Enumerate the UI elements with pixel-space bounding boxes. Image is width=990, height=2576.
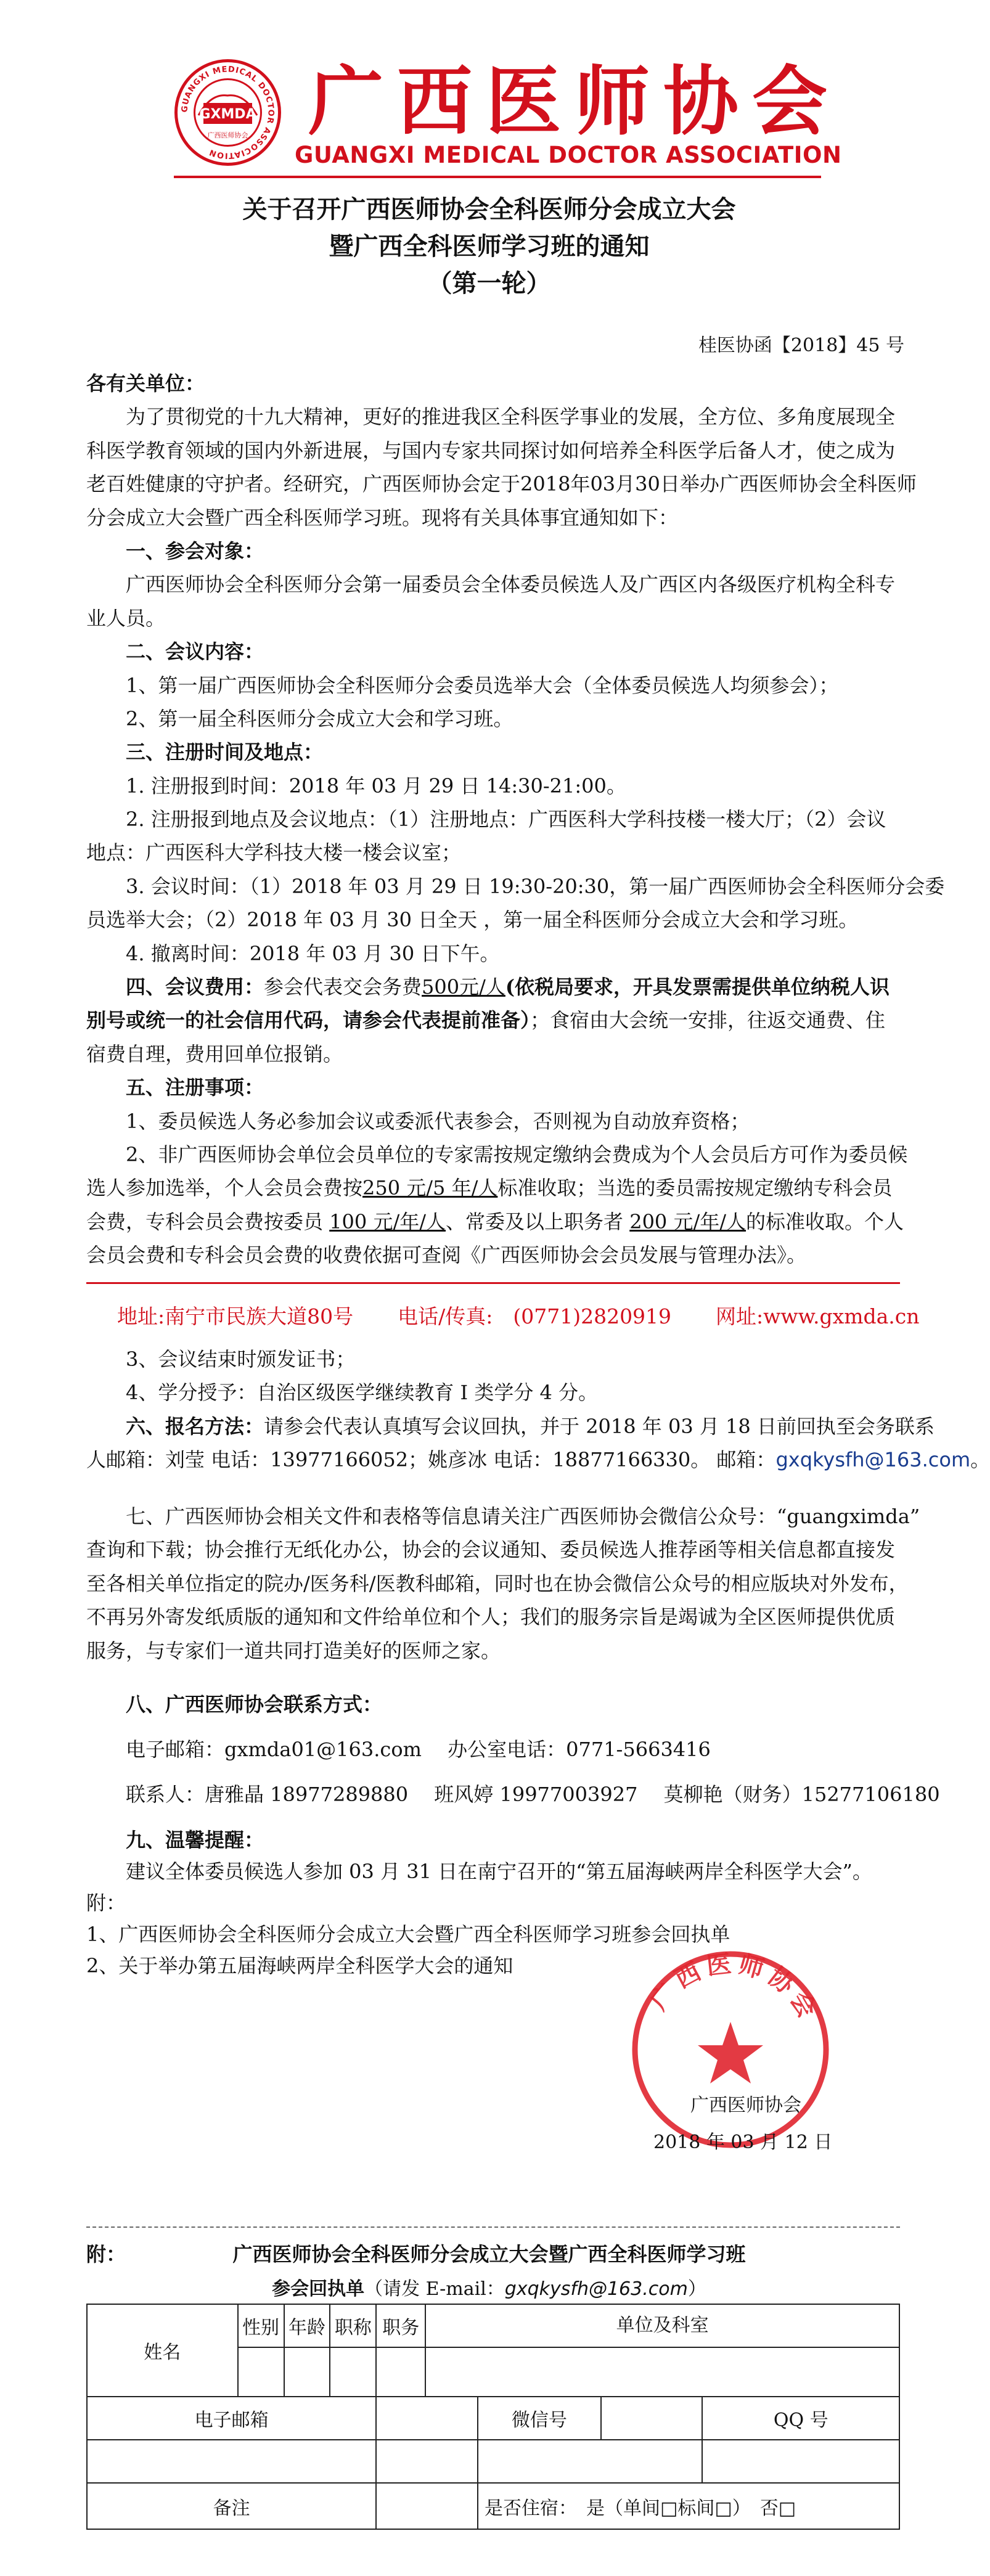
intro-line: 老百姓健康的守护者。经研究，广西医师协会定于2018年03月30日举办广西医师协会全科医师 xyxy=(86,472,917,496)
header-unit: 单位及科室 xyxy=(425,2304,899,2347)
section-line: 1、第一届广西医师协会全科医师分会委员选举大会（全体委员候选人均须参会）； xyxy=(126,673,839,697)
footer-phone: 电话/传真: (0771)2820919 xyxy=(398,1304,672,1328)
section-heading: 九、温馨提醒： xyxy=(126,1828,264,1852)
logo-center-text: GXMDA xyxy=(199,107,256,122)
header-name: 姓名 xyxy=(87,2304,238,2397)
attachments-label: 附： xyxy=(86,1891,126,1915)
section-line: 服务，与专家们一道共同打造美好的医师之家。 xyxy=(86,1638,501,1662)
notice-body-cont xyxy=(86,1343,990,1477)
text-span: 。 xyxy=(970,1448,990,1472)
doc-number: 桂医协函【2018】45 号 xyxy=(698,335,904,356)
attachment-item: 1、广西医师协会全科医师分会成立大会暨广西全科医师学习班参会回执单 xyxy=(86,1923,730,1947)
cell-email[interactable] xyxy=(376,2397,478,2440)
signature-org: 广西医师协会 xyxy=(690,2095,801,2116)
section-line: 七、广西医师协会相关文件和表格等信息请关注广西医师协会微信公众号：“guangximda” xyxy=(126,1505,920,1528)
logo-bottom-text: 广西医师协会 xyxy=(207,131,248,139)
section-line: 1、委员候选人务必参加会议或委派代表参会，否则视为自动放弃资格； xyxy=(126,1109,750,1133)
section-line: 建议全体委员候选人参加 03 月 31 日在南宁召开的“第五届海峡两岸全科医学大会”。 xyxy=(126,1859,872,1883)
section-line: 会员会费和专科会员会费的收费依据可查阅《广西医师协会会员发展与管理办法》。 xyxy=(86,1243,807,1267)
header-divider xyxy=(174,176,821,178)
section-heading: 二、会议内容： xyxy=(126,640,264,664)
fee-amount: 500元/人 xyxy=(422,975,505,999)
receipt-subtitle xyxy=(0,2273,978,2300)
receipt-email[interactable]: gxqkysfh@163.com xyxy=(504,2278,688,2300)
footer-divider xyxy=(86,1282,900,1284)
text-span: 参会回执单 xyxy=(272,2278,365,2300)
contact-email[interactable]: gxqkysfh@163.com xyxy=(775,1448,971,1472)
cut-line xyxy=(86,2226,900,2228)
section-heading: 三、注册时间及地点： xyxy=(126,740,324,764)
text-span: 的标准收取。个人 xyxy=(746,1209,904,1233)
text-span: 、常委及以上职务者 xyxy=(446,1209,630,1233)
footer-address: 地址:南宁市民族大道80号 xyxy=(117,1304,354,1328)
section-line: 查询和下载；协会推行无纸化办公，协会的会议通知、委员候选人推荐函等相关信息都直接发 xyxy=(86,1538,896,1562)
section-line: 2、非广西医师协会单位会员单位的专家需按规定缴纳会费成为个人会员后方可作为委员候 xyxy=(126,1142,908,1166)
section-line xyxy=(86,1443,990,1476)
salutation: 各有关单位： xyxy=(86,372,205,395)
text-span: 选人参加选举，个人会员会费按 xyxy=(86,1176,363,1200)
text-span: 会费，专科会员会费按委员 xyxy=(86,1209,330,1233)
text-span: 请参会代表认真填写会议回执，并于 2018 年 03 月 18 日前回执至会务联系 xyxy=(264,1414,935,1438)
cell-remarks[interactable] xyxy=(376,2483,478,2529)
section-line: 员选举大会；（2）2018 年 03 月 30 日全天 ，第一届全科医师分会成立大会和学习班。 xyxy=(86,908,859,932)
committee-fee: 100 元/年/人 xyxy=(329,1209,446,1233)
fee-note: (依税局要求，开具发票需提供单位纳税人识 xyxy=(505,975,890,999)
cell-wechat[interactable] xyxy=(601,2397,703,2440)
section-line xyxy=(86,1171,900,1204)
cell-position[interactable] xyxy=(376,2347,425,2397)
footer-website: 网址:www.gxmda.cn xyxy=(716,1304,920,1328)
section-line: 2、第一届全科医师分会成立大会和学习班。 xyxy=(126,706,513,730)
section-line: 4. 撤离时间：2018 年 03 月 30 日下午。 xyxy=(126,941,500,965)
text-span: （请发 E-mail： xyxy=(364,2278,505,2300)
text-span: 标准收取；当选的委员需按规定缴纳专科会员 xyxy=(497,1176,893,1200)
standing-committee-fee: 200 元/年/人 xyxy=(629,1209,747,1233)
cell-email-value-2[interactable] xyxy=(376,2440,478,2483)
logo-ring-text: GUANGXI MEDICAL DOCTOR ASSOCIATION xyxy=(180,65,276,160)
svg-text:广西医师协会 xyxy=(645,1949,824,2027)
fee-line xyxy=(86,970,900,1004)
contact-line: 联系人：唐雅晶 18977289880 班风婷 19977003927 莫柳艳（财务）15277106180 xyxy=(126,1783,940,1807)
section-line: 3. 会议时间：（1）2018 年 03 月 29 日 19:30-20:30，第一届广西医师协会全科医师分会委 xyxy=(126,874,945,898)
cell-qq-value[interactable] xyxy=(702,2440,899,2483)
official-stamp xyxy=(629,1948,832,2151)
fee-line xyxy=(86,1004,900,1037)
signature-date: 2018 年 03 月 12 日 xyxy=(653,2132,833,2153)
fee-text: 参会代表交会务费 xyxy=(264,975,422,999)
fee-text: ；食宿由大会统一安排，往返交通费、住 xyxy=(530,1008,886,1032)
notice-body xyxy=(86,367,945,1272)
section-line: 至各相关单位指定的院办/医务科/医教科邮箱，同时也在协会微信公众号的相应版块对外发布， xyxy=(86,1571,909,1595)
cell-age[interactable] xyxy=(284,2347,330,2397)
section-heading: 八、广西医师协会联系方式： xyxy=(126,1693,383,1716)
header-wechat: 微信号 xyxy=(478,2397,601,2440)
section-line: 1. 注册报到时间：2018 年 03 月 29 日 14:30-21:00。 xyxy=(126,774,626,798)
section-line xyxy=(86,1410,935,1443)
cell-gender[interactable] xyxy=(238,2347,284,2397)
text-span: 人邮箱：刘莹 电话：13977166052；姚彦冰 电话：18877166330。 邮箱： xyxy=(86,1448,776,1472)
title-line-2: 暨广西全科医师学习班的通知 xyxy=(329,232,650,261)
header-age: 年龄 xyxy=(284,2304,330,2347)
header-gender: 性别 xyxy=(238,2304,284,2347)
section-heading: 六、报名方法： xyxy=(126,1414,264,1438)
intro-line: 为了贯彻党的十九大精神，更好的推进我区全科医学事业的发展，全方位、多角度展现全 xyxy=(126,405,896,429)
section-line: 3、会议结束时颁发证书； xyxy=(126,1347,356,1371)
sec8-block xyxy=(86,1689,940,1982)
section-line: 2. 注册报到地点及会议地点：（1）注册地点：广西医科大学科技楼一楼大厅；（2）会议 xyxy=(126,808,886,832)
attachment-item: 2、关于举办第五届海峡两岸全科医学大会的通知 xyxy=(86,1954,513,1978)
association-logo xyxy=(174,59,282,166)
section-heading: 五、注册事项： xyxy=(126,1076,264,1100)
contact-line: 电子邮箱：gxmda01@163.com 办公室电话：0771-5663416 xyxy=(126,1738,711,1762)
sec7-block xyxy=(86,1500,920,1667)
receipt-title: 广西医师协会全科医师分会成立大会暨广西全科医师学习班 xyxy=(232,2243,746,2266)
section-heading: 一、参会对象： xyxy=(126,539,264,563)
letterhead-footer xyxy=(117,1301,964,1330)
title-line-1: 关于召开广西医师协会全科医师分会成立大会 xyxy=(242,195,736,224)
member-fee: 250 元/5 年/人 xyxy=(362,1176,498,1200)
header-email: 电子邮箱 xyxy=(87,2397,376,2440)
section-line: 地点：广西医科大学科技大楼一楼会议室； xyxy=(86,841,462,865)
org-name-en: GUANGXI MEDICAL DOCTOR ASSOCIATION xyxy=(295,142,842,168)
section-heading: 四、会议费用： xyxy=(126,975,264,999)
section-line: 不再另外寄发纸质版的通知和文件给单位和个人；我们的服务宗旨是竭诚为全区医师提供优质 xyxy=(86,1605,896,1629)
section-line: 业人员。 xyxy=(86,606,166,630)
header-position: 职务 xyxy=(376,2304,425,2347)
stamp-ring-text: 广西医师协会 xyxy=(644,1949,824,2027)
section-line: 广西医师协会全科医师分会第一届委员会全体委员候选人及广西区内各级医疗机构全科专 xyxy=(126,573,896,597)
intro-line: 科医学教育领域的国内外新进展，与国内专家共同探讨如何培养全科医学后备人才，使之成为 xyxy=(86,438,896,462)
org-name-cn: 广西医师协会 xyxy=(308,58,841,145)
cell-title[interactable] xyxy=(330,2347,376,2397)
header-remarks: 备注 xyxy=(87,2483,376,2529)
title-line-3: （第一轮） xyxy=(427,269,551,298)
fee-line: 宿费自理，费用回单位报销。 xyxy=(86,1042,343,1066)
lodging-question[interactable]: 是否住宿： 是（单间□标间□） 否□ xyxy=(478,2483,899,2529)
section-line xyxy=(86,1205,904,1238)
receipt-form xyxy=(86,2304,900,2530)
text-span: ） xyxy=(687,2278,706,2300)
header-qq: QQ 号 xyxy=(702,2397,899,2440)
cell-email-value[interactable] xyxy=(87,2440,376,2483)
section-line: 4、学分授予：自治区级医学继续教育 I 类学分 4 分。 xyxy=(126,1381,599,1405)
header-title: 职称 xyxy=(330,2304,376,2347)
fee-note: 别号或统一的社会信用代码，请参会代表提前准备） xyxy=(86,1008,531,1032)
cell-wechat-value[interactable] xyxy=(478,2440,702,2483)
intro-line: 分会成立大会暨广西全科医师学习班。现将有关具体事宜通知如下： xyxy=(86,505,679,530)
receipt-label: 附： xyxy=(86,2243,126,2266)
cell-unit[interactable] xyxy=(425,2347,899,2397)
